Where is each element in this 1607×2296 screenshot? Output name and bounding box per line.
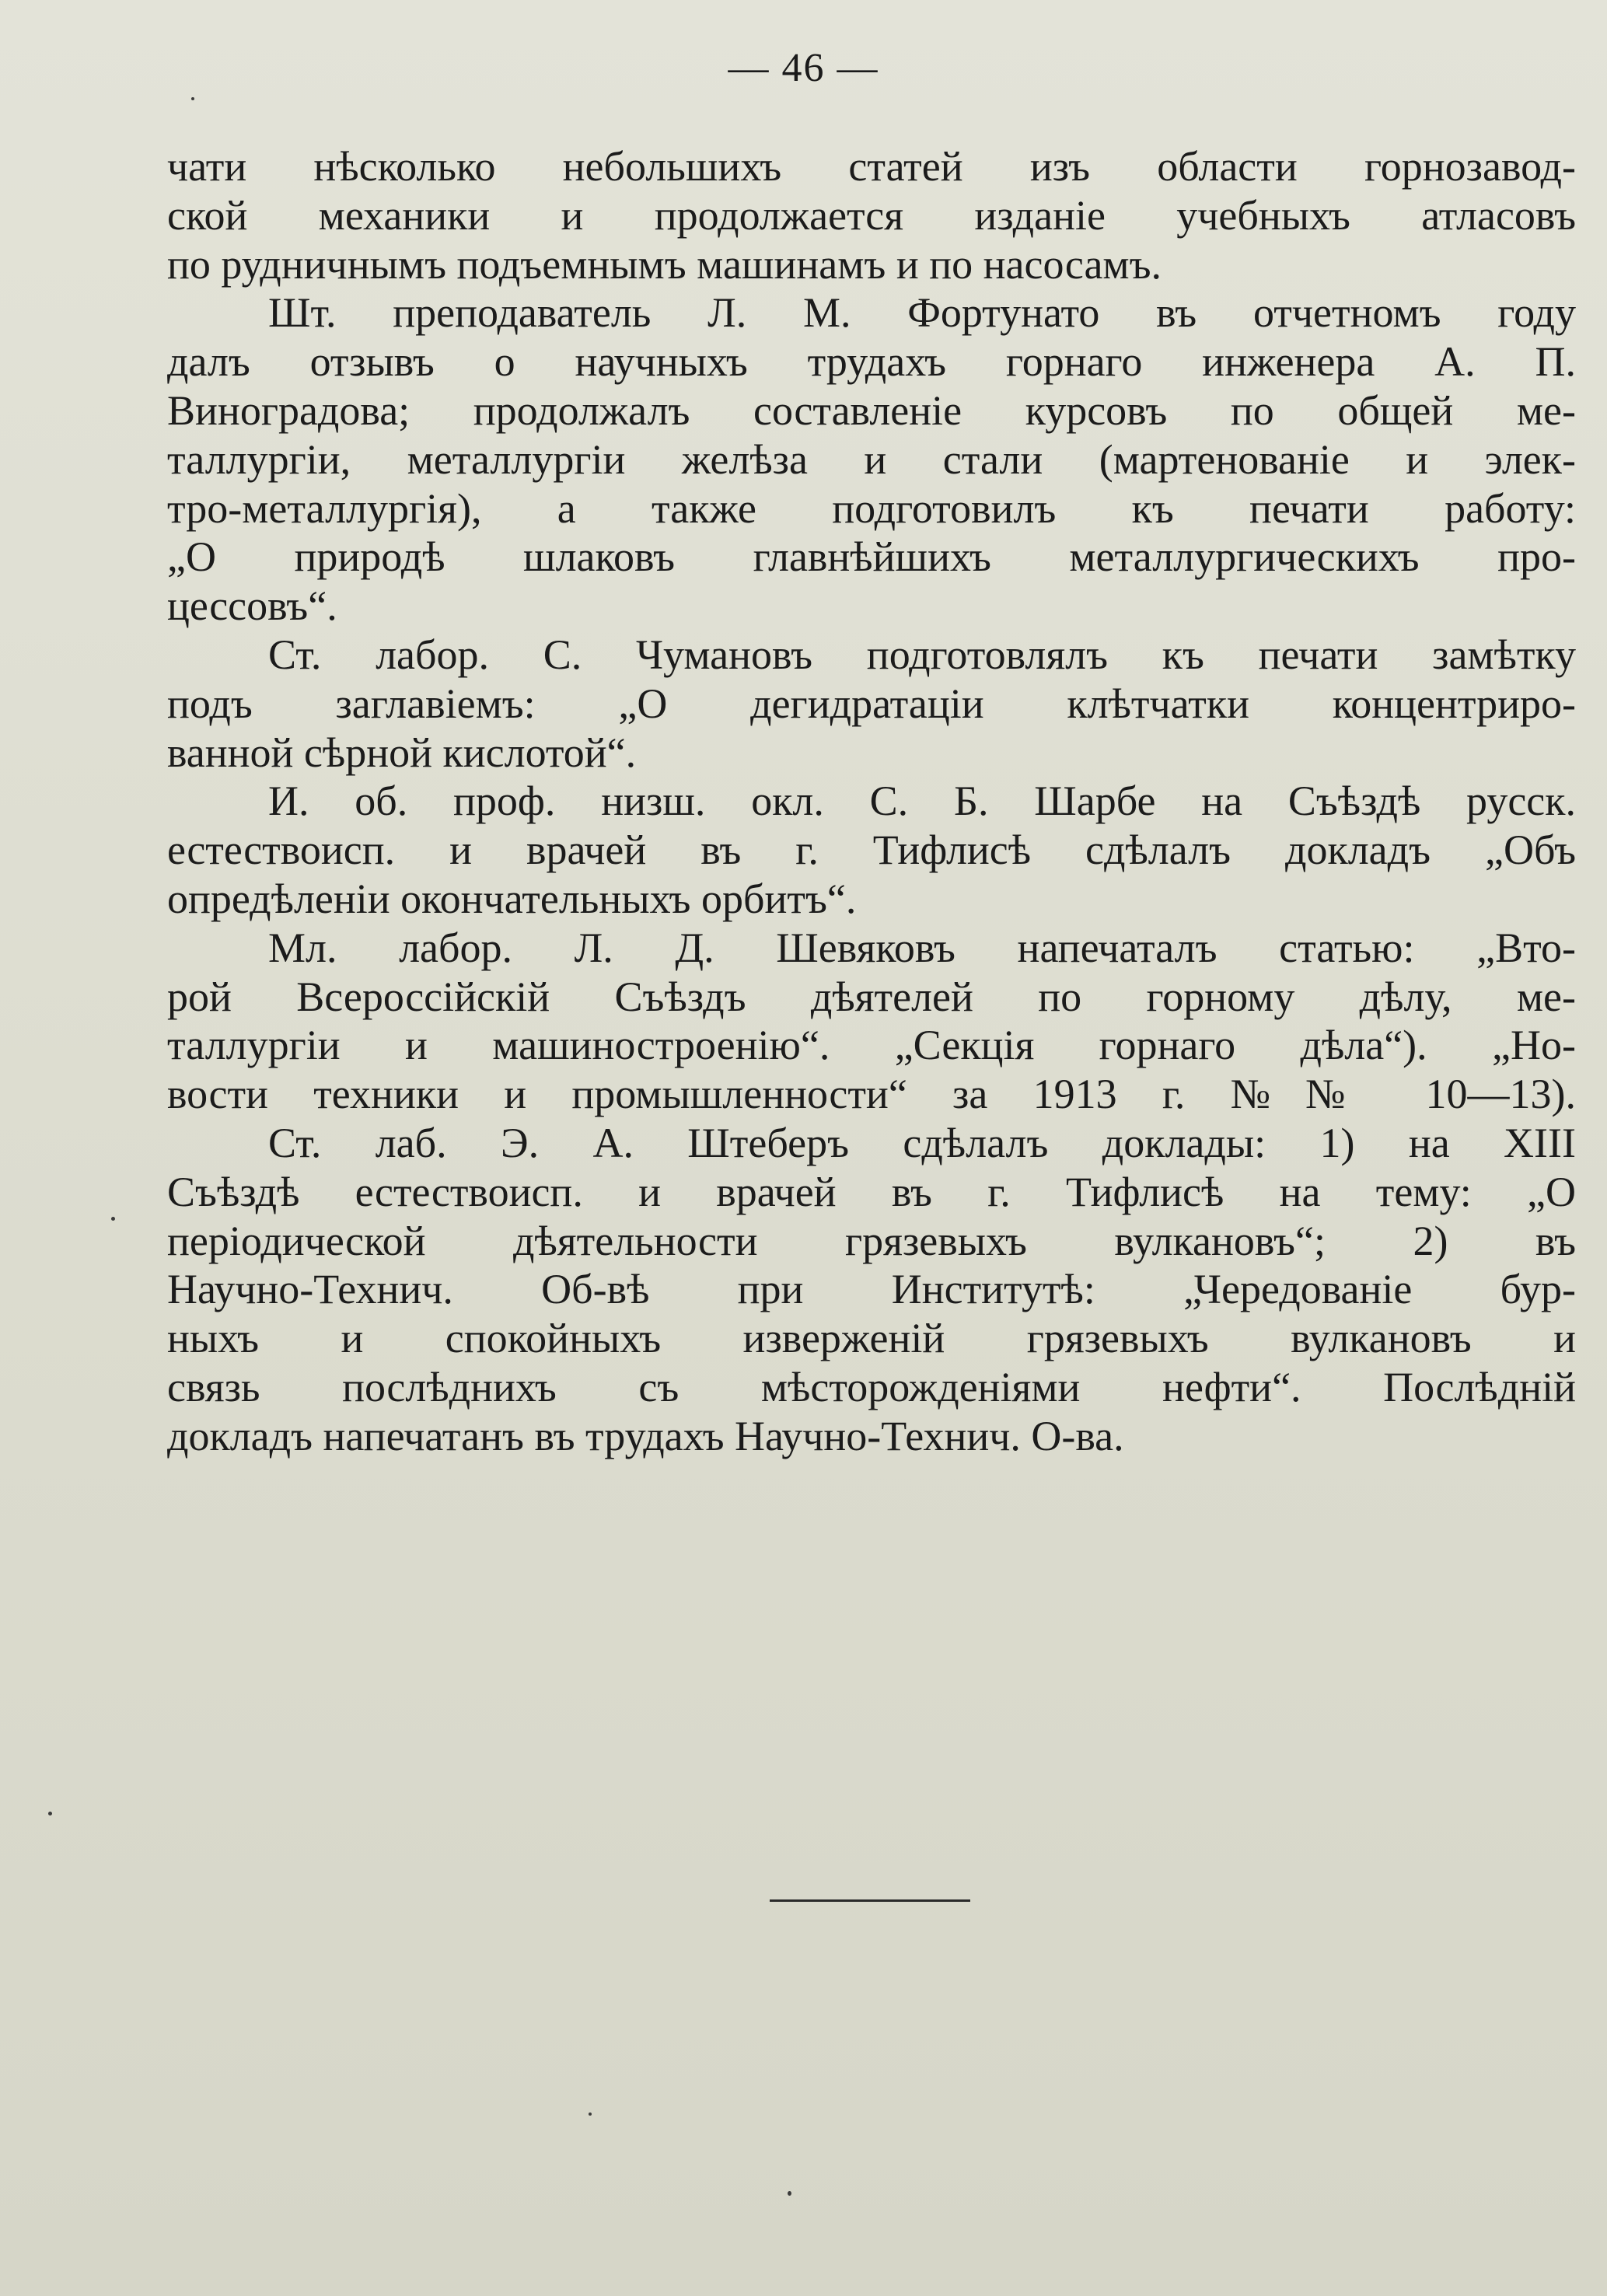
text-line: рой Всероссійскій Съѣздъ дѣятелей по горному дѣлу, ме- — [167, 973, 1576, 1020]
body-text — [167, 142, 1576, 1461]
text-line: Ст. лабор. С. Чумановъ подготовлялъ къ печати замѣтку — [268, 631, 1576, 678]
text-line: таллургіи, металлургіи желѣза и стали (мартенованіе и элек- — [167, 435, 1576, 483]
text-line: вости техники и промышленности“ за 1913 г. №№ 10—13). — [167, 1071, 1576, 1118]
scan-speck — [191, 97, 194, 100]
text-line: И. об. проф. низш. окл. С. Б. Шарбе на Съѣздѣ русск. — [268, 778, 1576, 825]
text-line: ныхъ и спокойныхъ изверженій грязевыхъ вулкановъ и — [167, 1315, 1576, 1362]
text-line: Мл. лабор. Л. Д. Шевяковъ напечаталъ статью: „Вто- — [268, 924, 1576, 971]
text-line: „О природѣ шлаковъ главнѣйшихъ металлургическихъ про- — [167, 533, 1576, 581]
scan-speck — [111, 1217, 115, 1221]
text-line: Ст. лаб. Э. А. Штеберъ сдѣлалъ доклады: 1) на XIII — [268, 1119, 1576, 1166]
text-line: ванной сѣрной кислотой“. — [167, 729, 637, 776]
text-line: естествоисп. и врачей въ г. Тифлисѣ сдѣлалъ докладъ „Объ — [167, 826, 1576, 874]
text-line: опредѣленіи окончательныхъ орбитъ“. — [167, 875, 857, 922]
text-line: періодической дѣятельности грязевыхъ вулкановъ“; 2) въ — [167, 1217, 1576, 1264]
page-number: — 46 — — [728, 46, 879, 90]
text-line: Научно-Технич. Об-вѣ при Институтѣ: „Чередованіе бур- — [167, 1266, 1576, 1313]
scan-speck — [589, 2113, 592, 2116]
text-line: цессовъ“. — [167, 582, 337, 630]
text-line: таллургіи и машиностроенію“. „Секція горнаго дѣла“). „Но- — [167, 1022, 1576, 1069]
scan-speck — [788, 2191, 791, 2196]
text-line: тро-металлургія), а также подготовилъ къ печати работу: — [167, 484, 1576, 532]
end-rule — [770, 1899, 970, 1902]
text-line: далъ отзывъ о научныхъ трудахъ горнаго инженера А. П. — [167, 338, 1576, 386]
text-line: подъ заглавіемъ: „О дегидратаціи клѣтчатки концентриро- — [167, 680, 1576, 727]
text-line: ской механики и продолжается изданіе учебныхъ атласовъ — [167, 191, 1576, 239]
text-line: по рудничнымъ подъемнымъ машинамъ и по насосамъ. — [167, 240, 1162, 288]
scan-speck — [48, 1812, 52, 1815]
text-line: Шт. преподаватель Л. М. Фортунато въ отчетномъ году — [268, 289, 1576, 337]
text-line: связь послѣднихъ съ мѣсторожденіями нефти“. Послѣдній — [167, 1363, 1576, 1410]
text-line: докладъ напечатанъ въ трудахъ Научно-Технич. О-ва. — [167, 1412, 1124, 1459]
text-line: Виноградова; продолжалъ составленіе курсовъ по общей ме- — [167, 386, 1576, 434]
text-line: чати нѣсколько небольшихъ статей изъ области горнозавод- — [167, 143, 1576, 190]
text-line: Съѣздѣ естествоисп. и врачей въ г. Тифлисѣ на тему: „О — [167, 1168, 1576, 1215]
